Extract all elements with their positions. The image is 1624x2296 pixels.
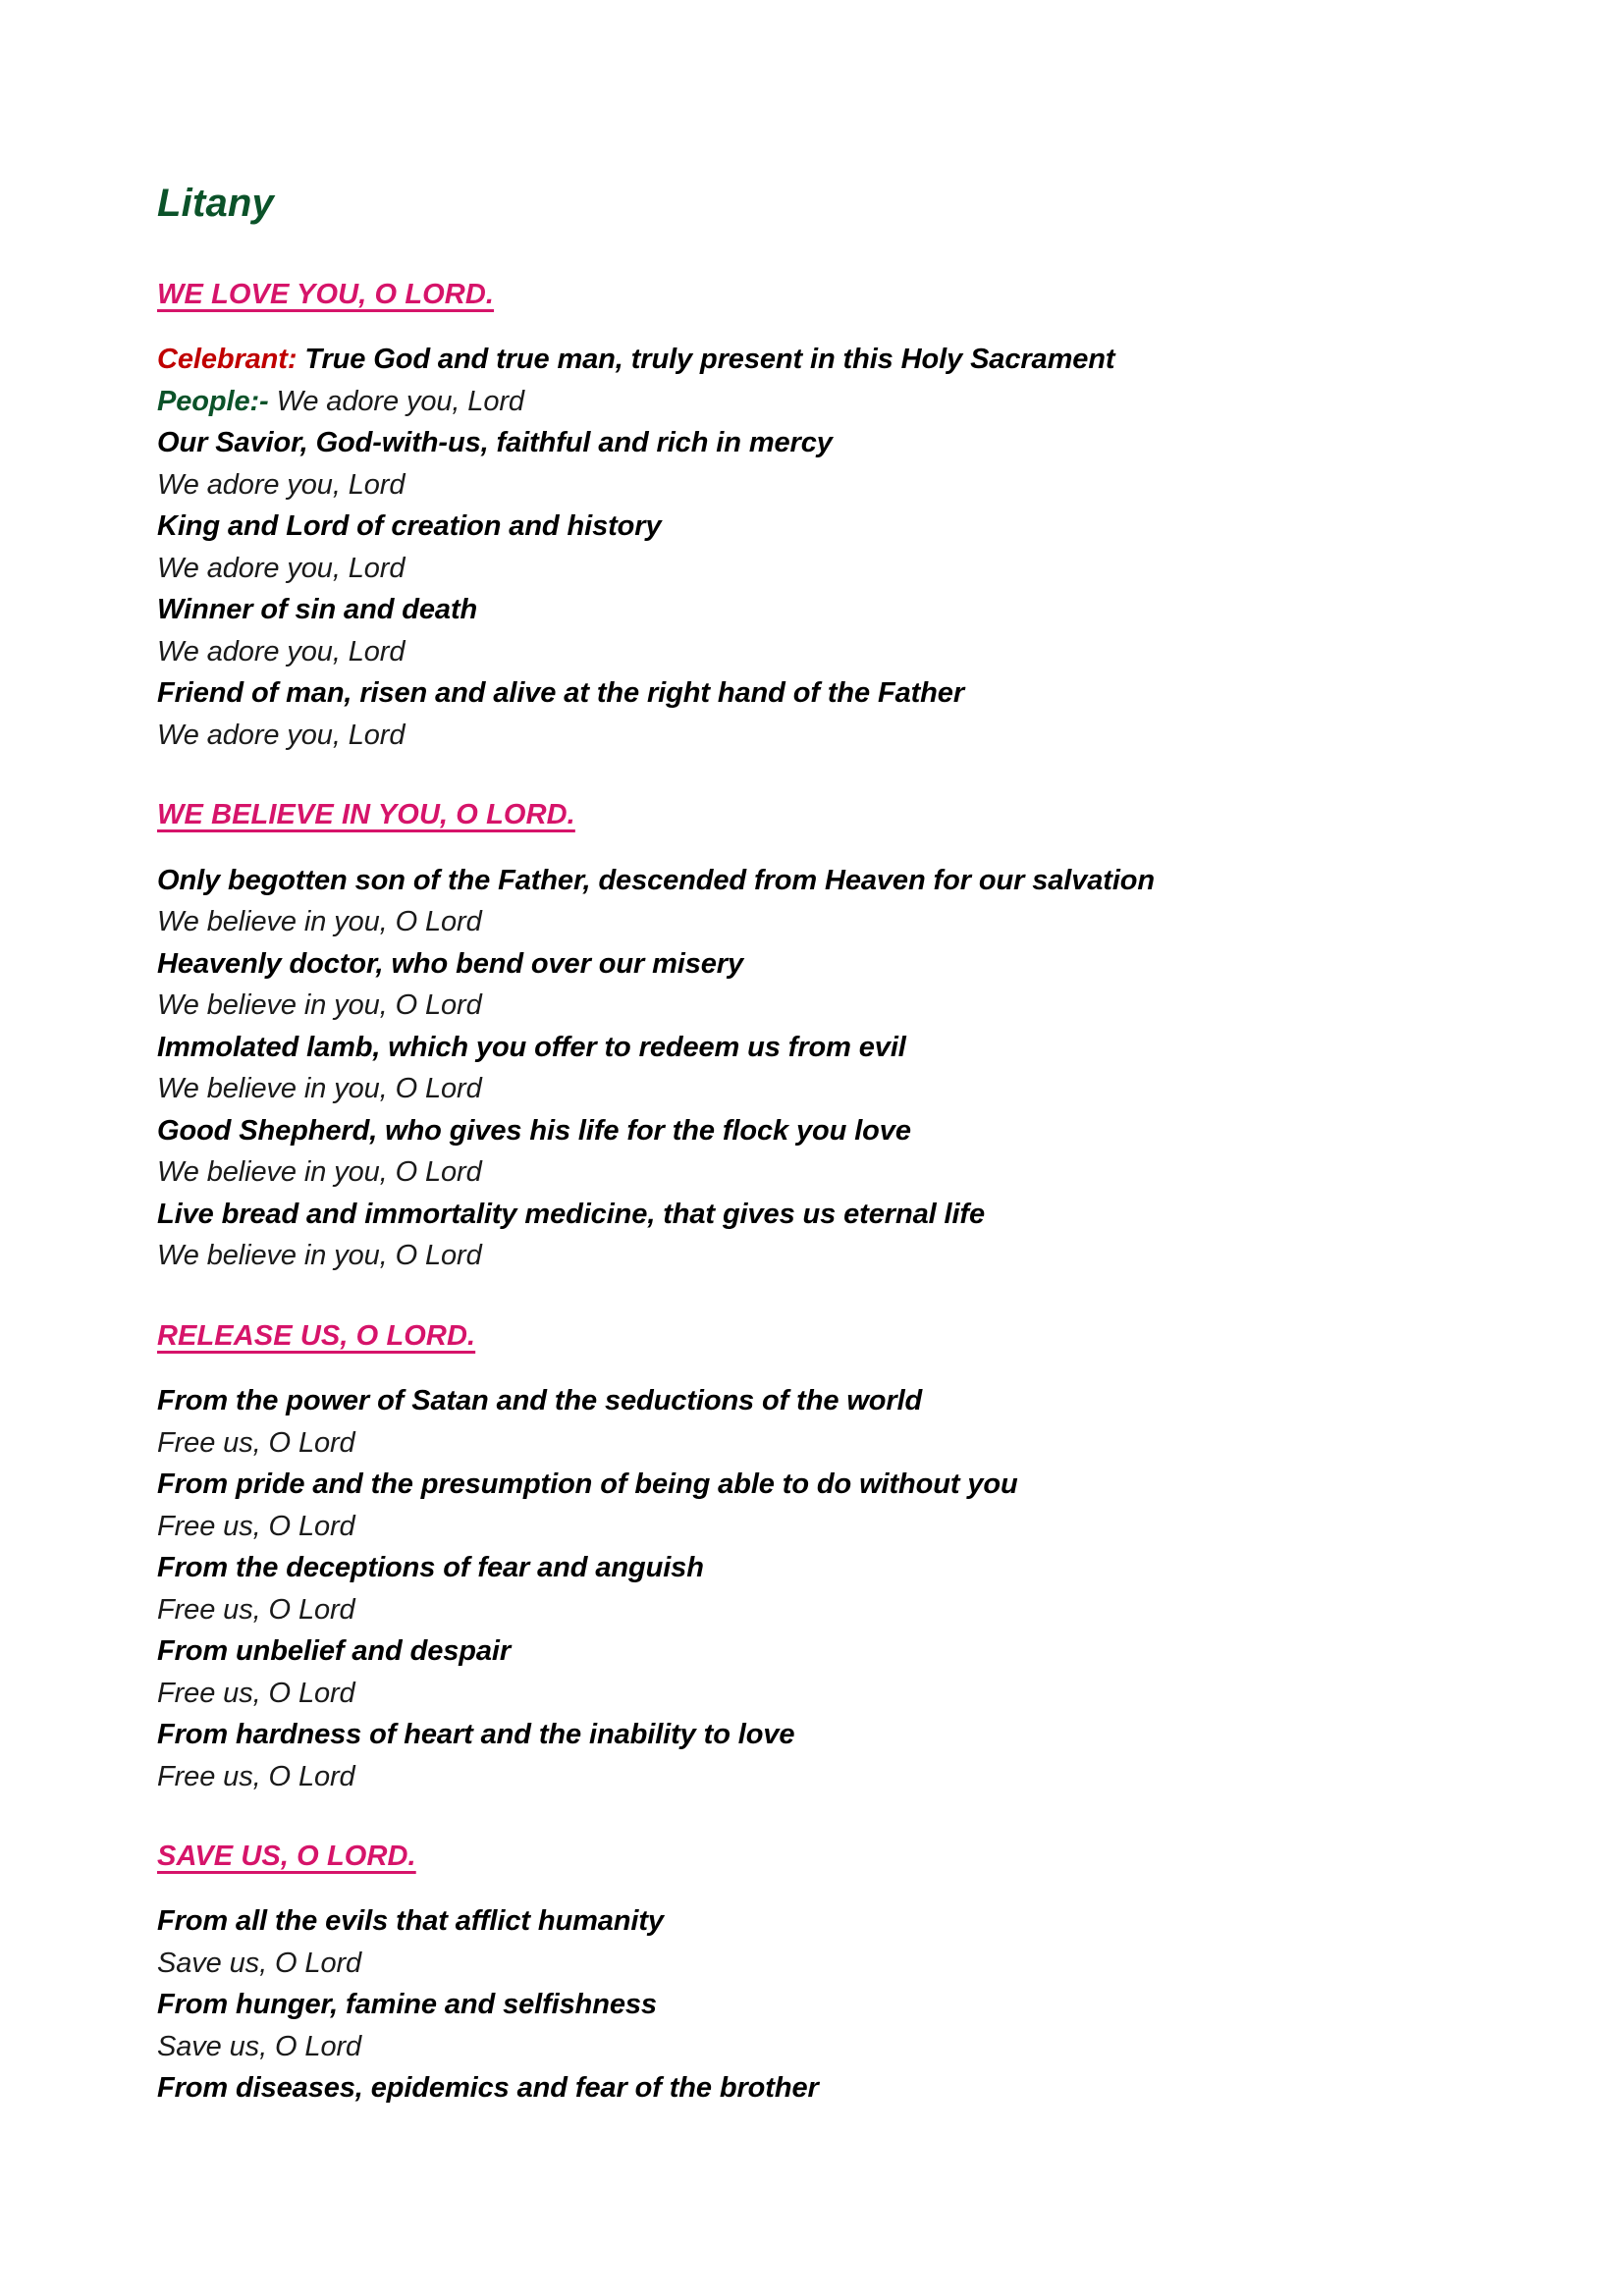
response-line: We believe in you, O Lord (157, 1073, 482, 1105)
response-line: We believe in you, O Lord (157, 1240, 482, 1272)
section-heading-1: WE LOVE YOU, O LORD. (157, 279, 495, 310)
versicle-line: King and Lord of creation and history (157, 510, 662, 543)
people-text: We adore you, Lord (276, 385, 524, 417)
section-divider (157, 1797, 1624, 1841)
response-line: Save us, O Lord (157, 1947, 362, 1979)
versicle-line: From pride and the presumption of being able to do without you (157, 1468, 1018, 1501)
page-title: Litany (157, 182, 274, 225)
response-line: We believe in you, O Lord (157, 1156, 482, 1189)
versicle-line: Heavenly doctor, who bend over our misery (157, 947, 744, 980)
versicle-line: From diseases, epidemics and fear of the brother (157, 2072, 819, 2105)
response-line: Free us, O Lord (157, 1677, 355, 1709)
response-line: We adore you, Lord (157, 719, 406, 751)
response-line: We adore you, Lord (157, 635, 406, 667)
versicle-line: From hunger, famine and selfishness (157, 1989, 657, 2021)
section-body-4 (157, 1900, 1624, 2109)
versicle-line: From the deceptions of fear and anguish (157, 1552, 704, 1584)
response-line: Free us, O Lord (157, 1510, 355, 1542)
versicle-line: Friend of man, risen and alive at the right hand of the Father (157, 677, 965, 710)
versicle-line: Live bread and immortality medicine, that gives us eternal life (157, 1198, 986, 1230)
versicle-line: From hardness of heart and the inability to love (157, 1719, 795, 1751)
versicle-line: Our Savior, God-with-us, faithful and rich in mercy (157, 427, 833, 459)
versicle-line: Good Shepherd, who gives his life for the flock you love (157, 1114, 911, 1147)
response-line: Save us, O Lord (157, 2030, 362, 2062)
response-line: We believe in you, O Lord (157, 906, 482, 938)
response-line: We adore you, Lord (157, 552, 406, 584)
celebrant-line (157, 339, 1624, 381)
litany-section-3 (157, 1320, 1624, 1797)
response-line: Free us, O Lord (157, 1760, 355, 1792)
section-heading-3: RELEASE US, O LORD. (157, 1319, 476, 1352)
response-line: We believe in you, O Lord (157, 989, 482, 1022)
celebrant-label: Celebrant: (157, 344, 298, 376)
response-line: Free us, O Lord (157, 1426, 355, 1459)
section-body-3 (157, 1380, 1624, 1797)
section-divider (157, 756, 1624, 799)
section-heading-2: WE BELIEVE IN YOU, O LORD. (157, 799, 575, 831)
people-label: People:- (157, 385, 269, 417)
people-line (157, 381, 1624, 423)
response-line: Free us, O Lord (157, 1593, 355, 1626)
versicle-line: From the power of Satan and the seductions of the world (157, 1385, 923, 1417)
litany-section-4 (157, 1841, 1624, 2109)
versicle-line: Only begotten son of the Father, descended from Heaven for our salvation (157, 864, 1156, 896)
litany-section-1 (157, 279, 1624, 756)
versicle-line: Winner of sin and death (157, 594, 478, 626)
section-body-1 (157, 339, 1624, 756)
versicle-line: Immolated lamb, which you offer to redeem us from evil (157, 1031, 906, 1063)
response-line: We adore you, Lord (157, 468, 406, 501)
section-heading-4: SAVE US, O LORD. (157, 1841, 416, 1873)
versicle-line: From unbelief and despair (157, 1635, 512, 1668)
litany-section-2 (157, 799, 1624, 1276)
section-body-2 (157, 860, 1624, 1277)
celebrant-text: True God and true man, truly present in this Holy Sacrament (304, 344, 1115, 376)
section-divider (157, 1277, 1624, 1320)
versicle-line: From all the evils that afflict humanity (157, 1905, 664, 1938)
